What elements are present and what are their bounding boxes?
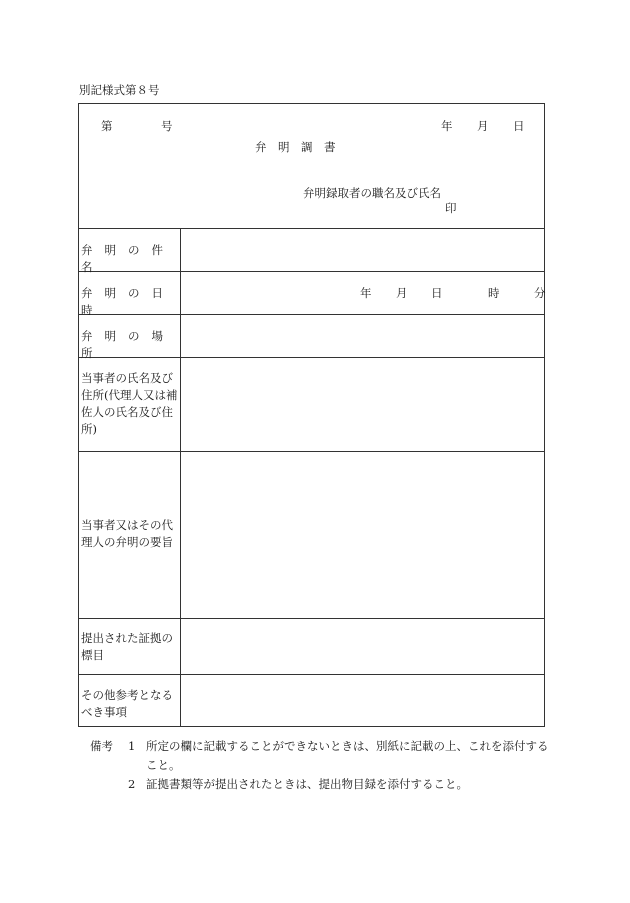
datetime-year-label: 年: [360, 286, 372, 300]
label-datetime: 弁明の日時: [81, 286, 175, 317]
label-subject: 弁明の件名: [81, 243, 175, 274]
form-table: [78, 103, 545, 727]
label-place: 弁明の場所: [81, 329, 175, 360]
row-divider: [79, 674, 544, 675]
document-title: 弁 明 調 書: [255, 140, 336, 154]
datetime-day-label: 日: [431, 286, 443, 300]
note-item: [90, 737, 550, 775]
note-text: 所定の欄に記載することができないときは、別紙に記載の上、これを添付すること。: [146, 739, 549, 772]
datetime-month-label: 月: [396, 286, 408, 300]
row-subject: [81, 242, 179, 276]
seal-mark: 印: [445, 201, 457, 215]
date-year-label: 年: [441, 119, 453, 133]
notes: [90, 737, 550, 794]
datetime-minute-label: 分: [534, 286, 546, 300]
label-summary: 当事者又はその代理人の弁明の要旨: [81, 518, 173, 549]
note-text: 証拠書類等が提出されたときは、提出物目録を添付すること。: [146, 777, 468, 791]
form-title: 別記様式第８号: [79, 83, 160, 97]
note-number: 1: [128, 739, 136, 753]
note-item: [90, 775, 550, 794]
label-other: その他参考となるべき事項: [81, 688, 173, 719]
row-divider: [79, 228, 544, 229]
label-parties: 当事者の氏名及び住所(代理人又は補佐人の氏名及び住所): [81, 371, 178, 436]
date-month-label: 月: [477, 119, 489, 133]
column-divider: [180, 228, 181, 726]
note-number: 2: [128, 777, 136, 791]
row-divider: [79, 451, 544, 452]
label-evidence: 提出された証拠の標目: [81, 631, 173, 662]
number-suffix: 号: [161, 119, 173, 133]
datetime-hour-label: 時: [488, 286, 500, 300]
number-prefix: 第: [101, 119, 113, 133]
notes-heading: 備考: [90, 739, 113, 753]
recorder-label: 弁明録取者の職名及び氏名: [303, 186, 441, 200]
date-day-label: 日: [513, 119, 525, 133]
row-divider: [79, 618, 544, 619]
